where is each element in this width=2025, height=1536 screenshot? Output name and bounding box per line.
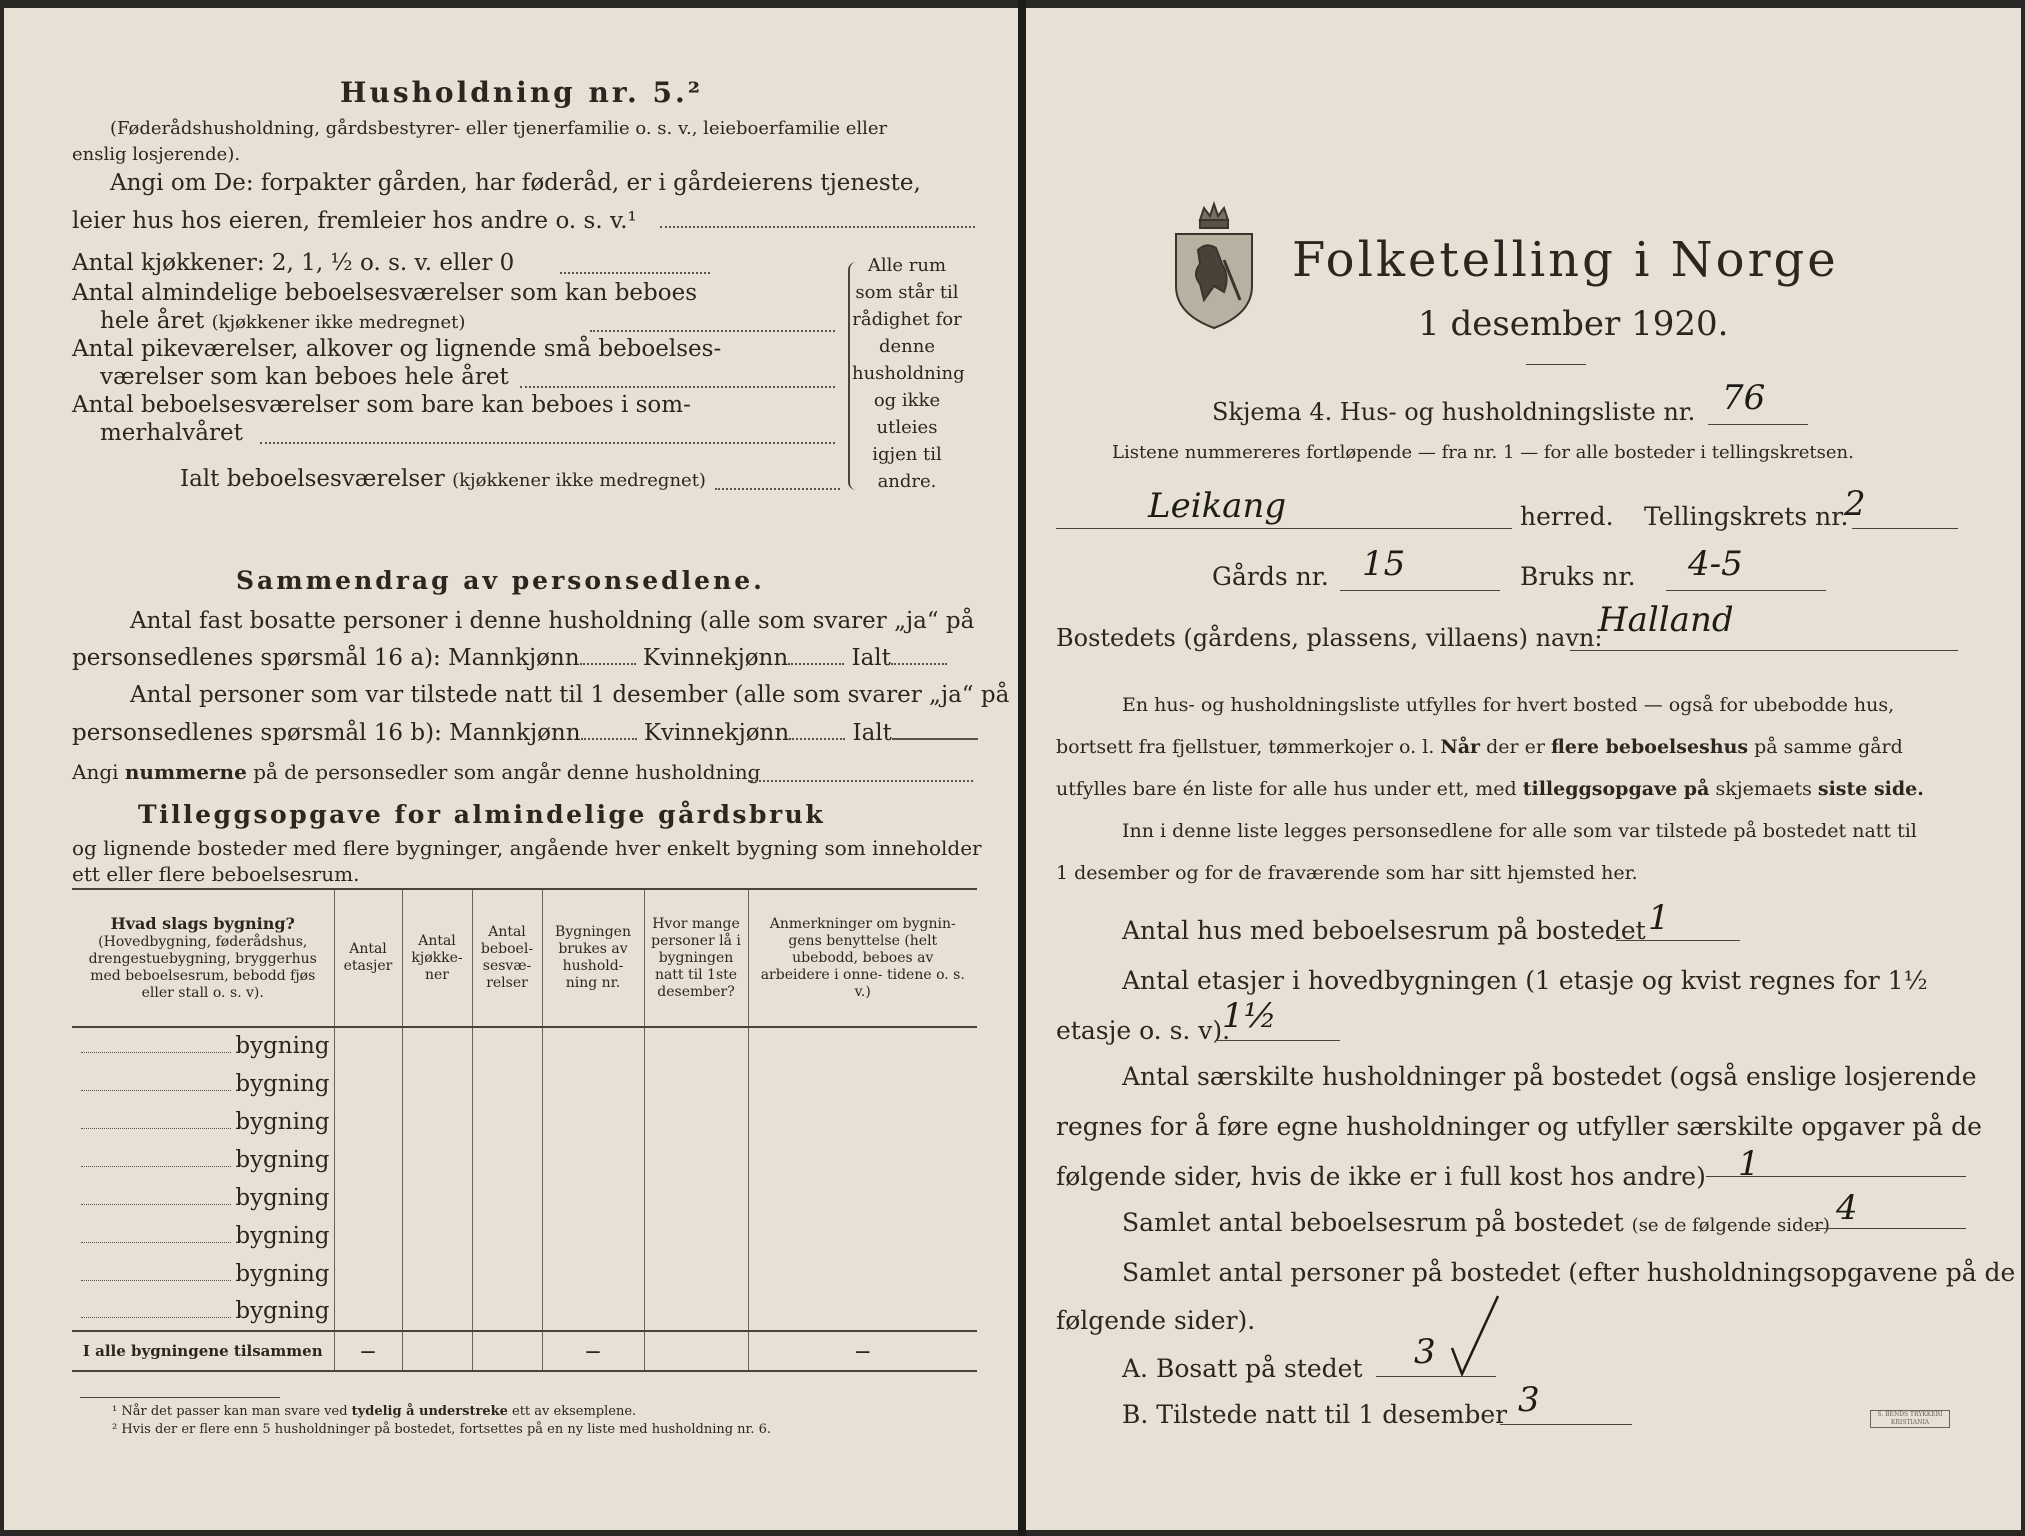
maid-rooms-line[interactable] <box>520 386 835 388</box>
cell-remarks[interactable] <box>748 1255 977 1293</box>
cell-household[interactable] <box>542 1217 644 1255</box>
rooms-total-line <box>1812 1228 1966 1229</box>
persons-line-2: følgende sider). <box>1056 1306 1256 1335</box>
cell-rooms[interactable] <box>472 1065 542 1103</box>
cell-floors[interactable] <box>334 1293 402 1331</box>
table-header-row <box>72 889 977 1027</box>
cell-building-type[interactable] <box>72 1141 334 1179</box>
col-kitchens: Antal kjøkke- ner <box>402 889 472 1027</box>
cell-household[interactable] <box>542 1065 644 1103</box>
instruction-line-3: utfylles bare én liste for alle hus under ett, med tilleggsopgave på skjemaets siste side. <box>1056 778 1924 800</box>
summer-rooms-label-1: Antal beboelsesværelser som bare kan beboes i som- <box>72 392 691 418</box>
cell-floors[interactable] <box>334 1141 402 1179</box>
cell-floors[interactable] <box>334 1103 402 1141</box>
building-row <box>72 1255 977 1293</box>
cell-persons[interactable] <box>644 1293 748 1331</box>
cell-building-type[interactable] <box>72 1217 334 1255</box>
cell-rooms[interactable] <box>472 1179 542 1217</box>
households-line-2: regnes for å føre egne husholdninger og utfyller særskilte opgaver på de <box>1056 1112 1982 1141</box>
cell-building-type[interactable] <box>72 1293 334 1331</box>
col-remarks: Anmerkninger om bygnin- gens benyttelse (helt ubebodd, beboes av arbeidere i onne- tidene o. s. v.) <box>748 889 977 1027</box>
ordinary-rooms-label-1: Antal almindelige beboelsesværelser som kan beboes <box>72 280 698 306</box>
col-building: Hvad slags bygning? (Hovedbygning, føderådshus, drengestuebygning, bryggerhus med beboelsesrum, bebodd fjøs eller stall o. s. v). <box>72 889 334 1027</box>
maid-rooms-label-2: værelser som kan beboes hele året <box>100 364 509 390</box>
cell-floors[interactable] <box>334 1179 402 1217</box>
cell-kitchens[interactable] <box>402 1103 472 1141</box>
maid-rooms-label-1: Antal pikeværelser, alkover og lignende små beboelses- <box>72 336 722 362</box>
occupancy-question-line-2: leier hus hos eieren, fremleier hos andre o. s. v.¹ <box>72 208 637 234</box>
summer-rooms-label-2: merhalvåret <box>100 420 243 446</box>
numbering-note: Listene nummereres fortløpende — fra nr. 1 — for alle bosteder i tellingskretsen. <box>1112 442 1854 463</box>
building-row-label: bygning <box>235 1033 330 1059</box>
building-row <box>72 1141 977 1179</box>
footnote-2: ² Hvis der er flere enn 5 husholdninger på bostedet, fortsettes på en ny liste med husholdning nr. 6. <box>112 1422 772 1437</box>
ordinary-rooms-label-2: hele året (kjøkkener ikke medregnet) <box>100 308 466 334</box>
col-persons: Hvor mange personer lå i bygningen natt til 1ste desember? <box>644 889 748 1027</box>
census-date: 1 desember 1920. <box>1418 304 1729 344</box>
bosted-line <box>1570 650 1958 651</box>
footnote-1: ¹ Når det passer kan man svare ved tydelig å understreke ett av eksemplene. <box>112 1404 637 1419</box>
cell-floors[interactable] <box>334 1065 402 1103</box>
bruk-line <box>1666 590 1826 591</box>
cell-rooms[interactable] <box>472 1293 542 1331</box>
occupancy-answer-line[interactable] <box>660 226 975 228</box>
building-row-label: bygning <box>235 1070 330 1097</box>
cell-remarks[interactable] <box>748 1293 977 1331</box>
persons-line-1: Samlet antal personer på bostedet (efter husholdningsopgavene på de <box>1122 1258 2016 1287</box>
households-answer-line <box>1706 1176 1966 1177</box>
krets-number[interactable]: 2 <box>1844 484 1866 524</box>
gard-number[interactable]: 15 <box>1362 544 1406 584</box>
printer-stamp: S. BENDS TRYKKERI KRISTIANIA <box>1870 1410 1950 1428</box>
cell-persons[interactable] <box>644 1179 748 1217</box>
cell-household[interactable] <box>542 1293 644 1331</box>
title-rule <box>1526 364 1586 365</box>
herred-line <box>1056 528 1512 529</box>
buildings-table <box>72 888 977 1372</box>
building-row-label: bygning <box>235 1260 330 1287</box>
cell-remarks[interactable] <box>748 1027 977 1065</box>
table-total-row <box>72 1331 977 1371</box>
cell-rooms[interactable] <box>472 1027 542 1065</box>
summer-rooms-line[interactable] <box>260 442 835 444</box>
instruction-line-1: En hus- og husholdningsliste utfylles for hvert bosted — også for ubebodde hus, <box>1122 694 1895 716</box>
cell-household[interactable] <box>542 1255 644 1293</box>
houses-value[interactable]: 1 <box>1648 898 1670 938</box>
cell-building-type[interactable] <box>72 1027 334 1065</box>
cell-persons[interactable] <box>644 1141 748 1179</box>
col-household: Bygningen brukes av hushold- ning nr. <box>542 889 644 1027</box>
cell-household[interactable] <box>542 1027 644 1065</box>
numbers-line[interactable] <box>748 780 973 782</box>
gard-line <box>1340 590 1500 591</box>
supplement-line-2: ett eller flere beboelsesrum. <box>72 862 360 886</box>
households-line-3: følgende sider, hvis de ikke er i full kost hos andre) <box>1056 1162 1706 1191</box>
total-floors: — <box>334 1331 402 1371</box>
houses-line <box>1616 940 1740 941</box>
schema-line <box>1708 424 1808 425</box>
total-kitchens <box>402 1331 472 1371</box>
resident-label: A. Bosatt på stedet <box>1122 1354 1363 1383</box>
building-row <box>72 1293 977 1331</box>
schema-label: Skjema 4. Hus- og husholdningsliste nr. <box>1212 398 1696 426</box>
cell-kitchens[interactable] <box>402 1255 472 1293</box>
summary-title: Sammendrag av personsedlene. <box>236 566 765 595</box>
kitchens-line[interactable] <box>560 272 710 274</box>
krets-line <box>1852 528 1958 529</box>
households-value[interactable]: 1 <box>1738 1144 1760 1184</box>
instruction-line-5: 1 desember og for de fraværende som har sitt hjemsted her. <box>1056 862 1638 884</box>
total-label: I alle bygningene tilsammen <box>72 1331 334 1371</box>
floors-value[interactable]: 1½ <box>1222 996 1277 1036</box>
cell-persons[interactable] <box>644 1217 748 1255</box>
building-row <box>72 1179 977 1217</box>
bosted-value[interactable]: Halland <box>1598 600 1734 640</box>
brace-note: Alle rum som står til rådighet for denne husholdning og ikke utleies igjen til andre. <box>852 255 965 492</box>
footnote-rule <box>80 1397 280 1398</box>
present-persons-line-1: Antal personer som var tilstede natt til 1 desember (alle som svarer „ja“ på <box>130 682 1010 708</box>
cell-remarks[interactable] <box>748 1103 977 1141</box>
census-title: Folketelling i Norge <box>1292 232 1839 288</box>
cell-persons[interactable] <box>644 1065 748 1103</box>
numbers-instruction: Angi nummerne på de personsedler som angår denne husholdning <box>72 760 761 784</box>
supplement-title: Tilleggsopgave for almindelige gårdsbruk <box>138 800 826 829</box>
herred-value[interactable]: Leikang <box>1148 486 1287 526</box>
instruction-line-4: Inn i denne liste legges personsedlene for alle som var tilstede på bostedet natt til <box>1122 820 1917 842</box>
resident-value[interactable]: 3 <box>1414 1332 1436 1372</box>
total-rooms-line[interactable] <box>715 488 840 490</box>
cell-building-type[interactable] <box>72 1255 334 1293</box>
cell-floors[interactable] <box>334 1255 402 1293</box>
cell-household[interactable] <box>542 1179 644 1217</box>
floors-line-1: Antal etasjer i hovedbygningen (1 etasje og kvist regnes for 1½ <box>1122 966 1928 995</box>
cell-rooms[interactable] <box>472 1255 542 1293</box>
building-row <box>72 1217 977 1255</box>
building-row <box>72 1027 977 1065</box>
instruction-line-2: bortsett fra fjellstuer, tømmerkojer o. l. Når der er flere beboelseshus på samme gård <box>1056 736 1903 758</box>
floors-line-2: etasje o. s. v). <box>1056 1016 1231 1045</box>
cell-floors[interactable] <box>334 1027 402 1065</box>
household-intro-line-1: (Føderådshusholdning, gårdsbestyrer- eller tjenerfamilie o. s. v., leieboerfamilie eller <box>110 118 888 139</box>
cell-building-type[interactable] <box>72 1103 334 1141</box>
present-line <box>1500 1424 1632 1425</box>
schema-number[interactable]: 76 <box>1722 378 1766 418</box>
floors-answer-line <box>1216 1040 1340 1041</box>
cell-kitchens[interactable] <box>402 1217 472 1255</box>
krets-label: Tellingskrets nr. <box>1644 502 1849 531</box>
occupancy-question-line-1: Angi om De: forpakter gården, har føderåd, er i gårdeierens tjeneste, <box>110 170 921 196</box>
rooms-total-value[interactable]: 4 <box>1836 1188 1858 1228</box>
cell-remarks[interactable] <box>748 1065 977 1103</box>
cell-rooms[interactable] <box>472 1103 542 1141</box>
present-value[interactable]: 3 <box>1518 1380 1540 1420</box>
col-floors: Antal etasjer <box>334 889 402 1027</box>
cell-rooms[interactable] <box>472 1217 542 1255</box>
cell-kitchens[interactable] <box>402 1179 472 1217</box>
cell-kitchens[interactable] <box>402 1141 472 1179</box>
cell-floors[interactable] <box>334 1217 402 1255</box>
cell-household[interactable] <box>542 1141 644 1179</box>
col-rooms: Antal beboel- sesvæ- relser <box>472 889 542 1027</box>
fixed-residents-line-2: personsedlenes spørsmål 16 a): Mannkjønn Kvinnekjønn Ialt <box>72 645 947 671</box>
kitchens-label: Antal kjøkkener: 2, 1, ½ o. s. v. eller 0 <box>72 250 515 276</box>
bruk-number[interactable]: 4-5 <box>1688 544 1743 584</box>
building-row-label: bygning <box>235 1184 330 1211</box>
cell-remarks[interactable] <box>748 1217 977 1255</box>
building-row-label: bygning <box>235 1222 330 1249</box>
cell-rooms[interactable] <box>472 1141 542 1179</box>
total-rooms-label: Ialt beboelsesværelser (kjøkkener ikke medregnet) <box>180 466 706 492</box>
building-row <box>72 1065 977 1103</box>
cell-remarks[interactable] <box>748 1179 977 1217</box>
cell-persons[interactable] <box>644 1103 748 1141</box>
building-row-label: bygning <box>235 1146 330 1173</box>
households-line-1: Antal særskilte husholdninger på bostedet (også enslige losjerende <box>1122 1062 1977 1091</box>
bruk-label: Bruks nr. <box>1520 562 1636 591</box>
cell-persons[interactable] <box>644 1255 748 1293</box>
cell-household[interactable] <box>542 1103 644 1141</box>
gard-label: Gårds nr. <box>1212 562 1329 591</box>
cell-kitchens[interactable] <box>402 1065 472 1103</box>
building-row <box>72 1103 977 1141</box>
present-label: B. Tilstede natt til 1 desember <box>1122 1400 1508 1429</box>
norwegian-crest-icon <box>1170 190 1258 330</box>
cell-building-type[interactable] <box>72 1179 334 1217</box>
ordinary-rooms-line[interactable] <box>590 330 835 332</box>
cell-building-type[interactable] <box>72 1065 334 1103</box>
houses-label: Antal hus med beboelsesrum på bostedet <box>1122 916 1646 945</box>
fixed-residents-line-1: Antal fast bosatte personer i denne husholdning (alle som svarer „ja“ på <box>130 608 975 634</box>
building-row-label: bygning <box>235 1298 330 1324</box>
total-remarks: — <box>748 1331 977 1371</box>
cell-kitchens[interactable] <box>402 1027 472 1065</box>
check-mark-icon <box>1448 1290 1504 1386</box>
household-intro-line-2: enslig losjerende). <box>72 144 241 165</box>
present-persons-line-2: personsedlenes spørsmål 16 b): Mannkjønn Kvinnekjønn Ialt <box>72 720 978 746</box>
cell-persons[interactable] <box>644 1027 748 1065</box>
book-gutter <box>1018 0 1026 1536</box>
herred-label: herred. <box>1520 502 1614 531</box>
total-persons <box>644 1331 748 1371</box>
cell-kitchens[interactable] <box>402 1293 472 1331</box>
rooms-total-label: Samlet antal beboelsesrum på bostedet (se de følgende sider) <box>1122 1208 1830 1237</box>
total-household: — <box>542 1331 644 1371</box>
bosted-label: Bostedets (gårdens, plassens, villaens) navn: <box>1056 624 1603 652</box>
building-row-label: bygning <box>235 1108 330 1135</box>
supplement-line-1: og lignende bosteder med flere bygninger, angående hver enkelt bygning som inneholder <box>72 836 982 860</box>
household-title: Husholdning nr. 5.² <box>340 76 704 109</box>
cell-remarks[interactable] <box>748 1141 977 1179</box>
total-rooms <box>472 1331 542 1371</box>
